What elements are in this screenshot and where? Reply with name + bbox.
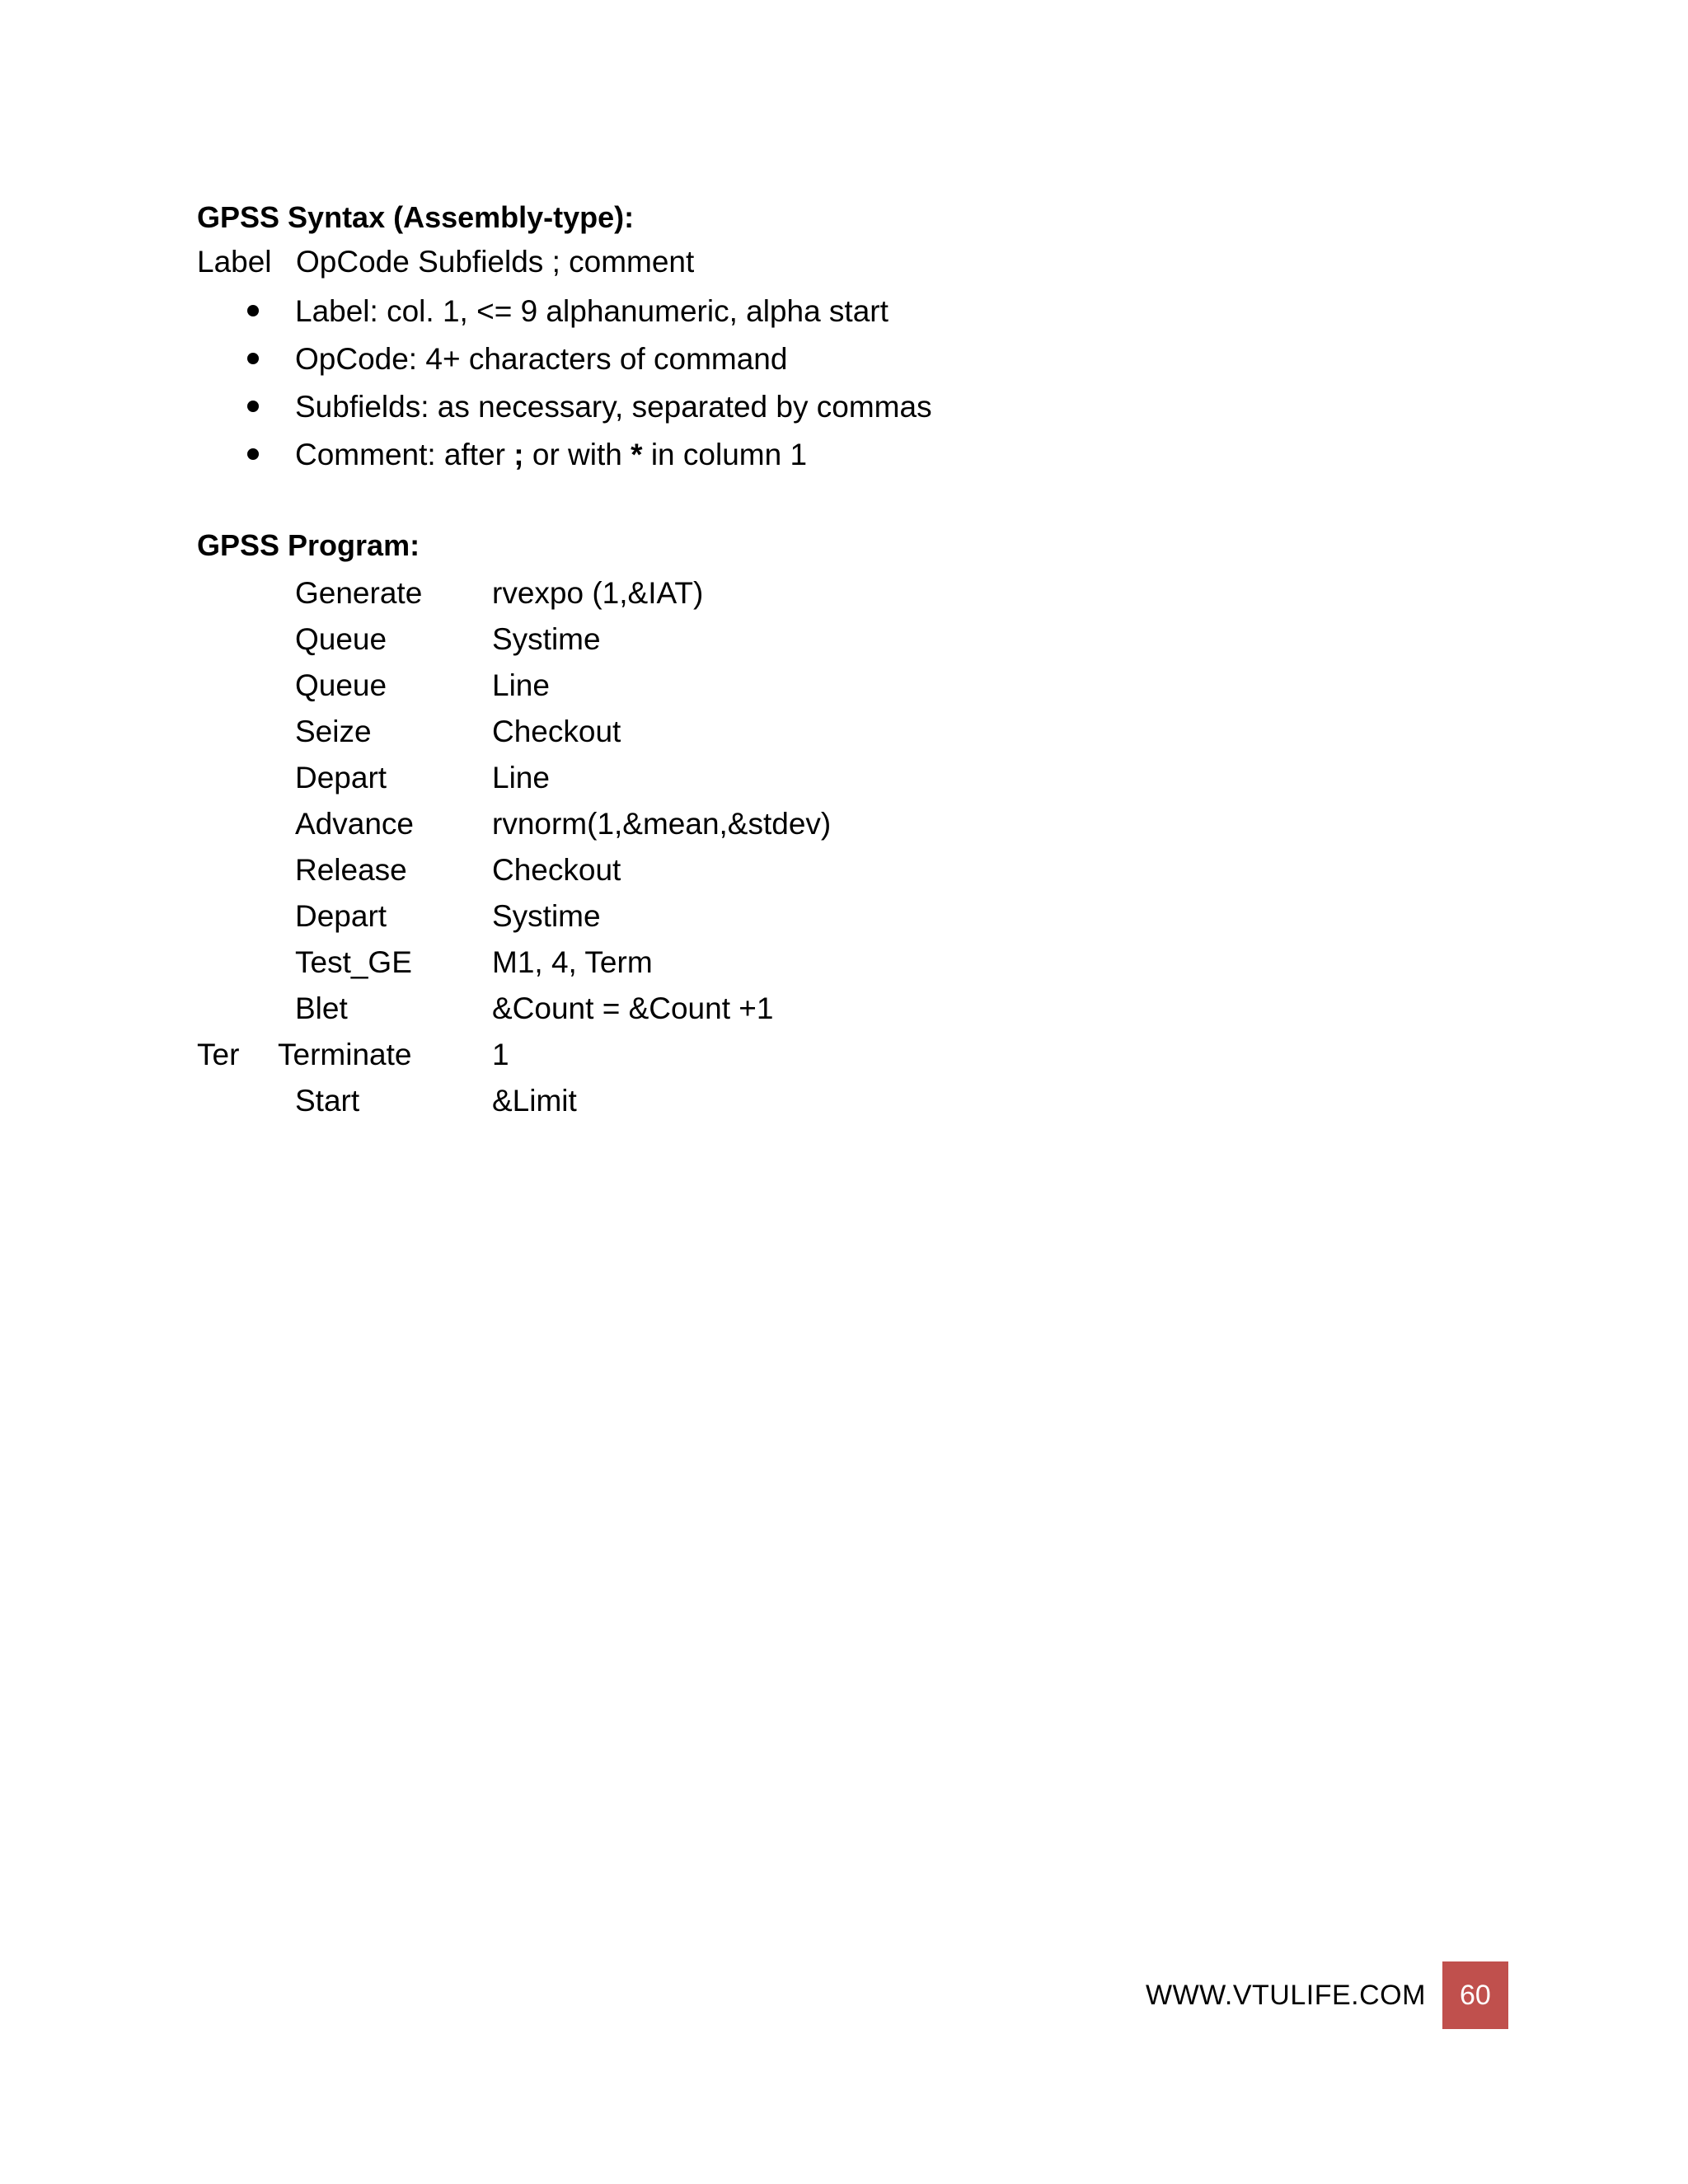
page-number-badge: 60 xyxy=(1442,1961,1508,2029)
row-opcode: Test_GE xyxy=(295,945,412,979)
comment-star: * xyxy=(631,438,643,471)
comment-semicolon: ; xyxy=(513,438,524,471)
row-opcode: Blet xyxy=(295,991,348,1025)
syntax-heading: GPSS Syntax (Assembly-type): xyxy=(197,200,635,234)
comment-text-2: or with xyxy=(523,438,631,471)
row-opcode: Generate xyxy=(295,576,423,610)
row-operand: Checkout xyxy=(492,715,621,748)
row-opcode: Depart xyxy=(295,899,387,933)
format-rest: OpCode Subfields ; comment xyxy=(296,245,695,279)
page-footer xyxy=(1146,1961,1508,2029)
row-opcode: Seize xyxy=(295,715,372,748)
row-operand: 1 xyxy=(492,1038,509,1071)
row-operand: &Limit xyxy=(492,1084,577,1118)
row-operand: Line xyxy=(492,668,550,702)
comment-text-1: Comment: after xyxy=(295,438,514,471)
row-opcode: Depart xyxy=(295,761,387,794)
row-opcode: Queue xyxy=(295,622,387,656)
row-opcode: Advance xyxy=(295,807,414,841)
row-opcode: Start xyxy=(295,1084,360,1118)
format-label: Label xyxy=(197,245,272,279)
row-opcode: Queue xyxy=(295,668,387,702)
row-operand: M1, 4, Term xyxy=(492,945,653,979)
bullet-text: Subfields: as necessary, separated by commas xyxy=(295,390,932,424)
syntax-bullet-list xyxy=(247,288,932,480)
bullet-item xyxy=(247,432,932,480)
program-heading: GPSS Program: xyxy=(197,528,420,562)
bullet-text xyxy=(295,438,807,471)
row-operand: Systime xyxy=(492,899,601,933)
bullet-text: Label: col. 1, <= 9 alphanumeric, alpha start xyxy=(295,294,889,328)
row-operand: Checkout xyxy=(492,853,621,887)
bullet-icon xyxy=(247,448,259,460)
bullet-icon xyxy=(247,401,259,412)
comment-text-3: in column 1 xyxy=(642,438,808,471)
bullet-item xyxy=(247,336,932,384)
row-operand: rvexpo (1,&IAT) xyxy=(492,576,704,610)
row-operand: Line xyxy=(492,761,550,794)
bullet-icon xyxy=(247,353,259,364)
bullet-item xyxy=(247,288,932,336)
row-operand: rvnorm(1,&mean,&stdev) xyxy=(492,807,832,841)
footer-site-link[interactable]: WWW.VTULIFE.COM xyxy=(1146,1979,1426,2011)
bullet-icon xyxy=(247,305,259,316)
syntax-format-line xyxy=(197,239,694,285)
row-label: Ter xyxy=(197,1038,240,1071)
bullet-item xyxy=(247,384,932,432)
row-operand: Systime xyxy=(492,622,601,656)
row-opcode: Release xyxy=(295,853,407,887)
bullet-text: OpCode: 4+ characters of command xyxy=(295,342,788,376)
row-operand: &Count = &Count +1 xyxy=(492,991,774,1025)
row-opcode: Terminate xyxy=(278,1038,412,1071)
